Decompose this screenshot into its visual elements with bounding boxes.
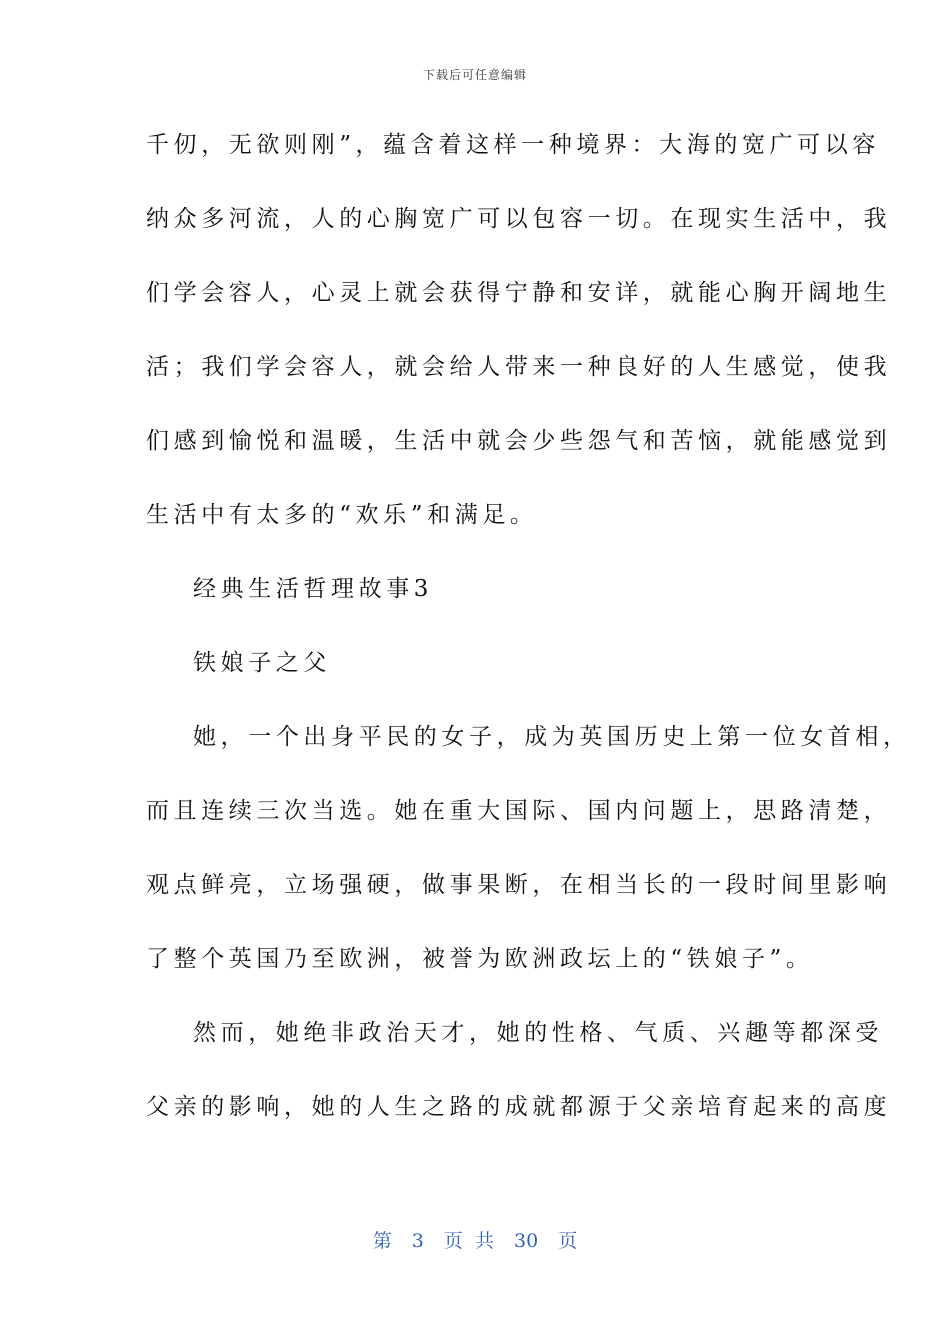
body-line-11: 观点鲜亮，立场强硬，做事果断，在相当长的一段时间里影响: [146, 872, 892, 898]
footer-suffix: 页: [558, 1230, 578, 1252]
footer-total-pages: 30: [514, 1230, 539, 1252]
footer-page-number: 3: [411, 1230, 424, 1252]
body-line-12: 了整个英国乃至欧洲，被誉为欧洲政坛上的“铁娘子”。: [146, 946, 814, 972]
body-line-5: 们感到愉悦和温暖，生活中就会少些怨气和苦恼，就能感觉到: [146, 428, 892, 454]
body-line-3: 们学会容人，心灵上就会获得宁静和安详，就能心胸开阔地生: [146, 280, 892, 306]
body-line-9: 她，一个出身平民的女子，成为英国历史上第一位女首相，: [193, 724, 911, 750]
page-footer: [0, 1226, 950, 1253]
body-line-6: 生活中有太多的“欢乐”和满足。: [146, 502, 538, 528]
document-body: [146, 120, 911, 1156]
body-line-2: 纳众多河流，人的心胸宽广可以包容一切。在现实生活中，我: [146, 206, 892, 232]
page-header-note: 下载后可任意编辑: [422, 68, 527, 82]
footer-prefix: 第: [372, 1230, 392, 1252]
body-line-4: 活；我们学会容人，就会给人带来一种良好的人生感觉，使我: [146, 354, 892, 380]
body-line-10: 而且连续三次当选。她在重大国际、国内问题上，思路清楚，: [146, 798, 892, 824]
body-line-14: 父亲的影响，她的人生之路的成就都源于父亲培育起来的高度: [146, 1094, 892, 1120]
section-heading: 经典生活哲理故事3: [193, 576, 434, 602]
body-line-1: 千仞，无欲则刚”，蕴含着这样一种境界：大海的宽广可以容: [146, 132, 880, 158]
footer-middle: 页 共: [443, 1230, 494, 1252]
body-line-13: 然而，她绝非政治天才，她的性格、气质、兴趣等都深受: [193, 1020, 883, 1046]
story-title: 铁娘子之父: [193, 650, 331, 676]
